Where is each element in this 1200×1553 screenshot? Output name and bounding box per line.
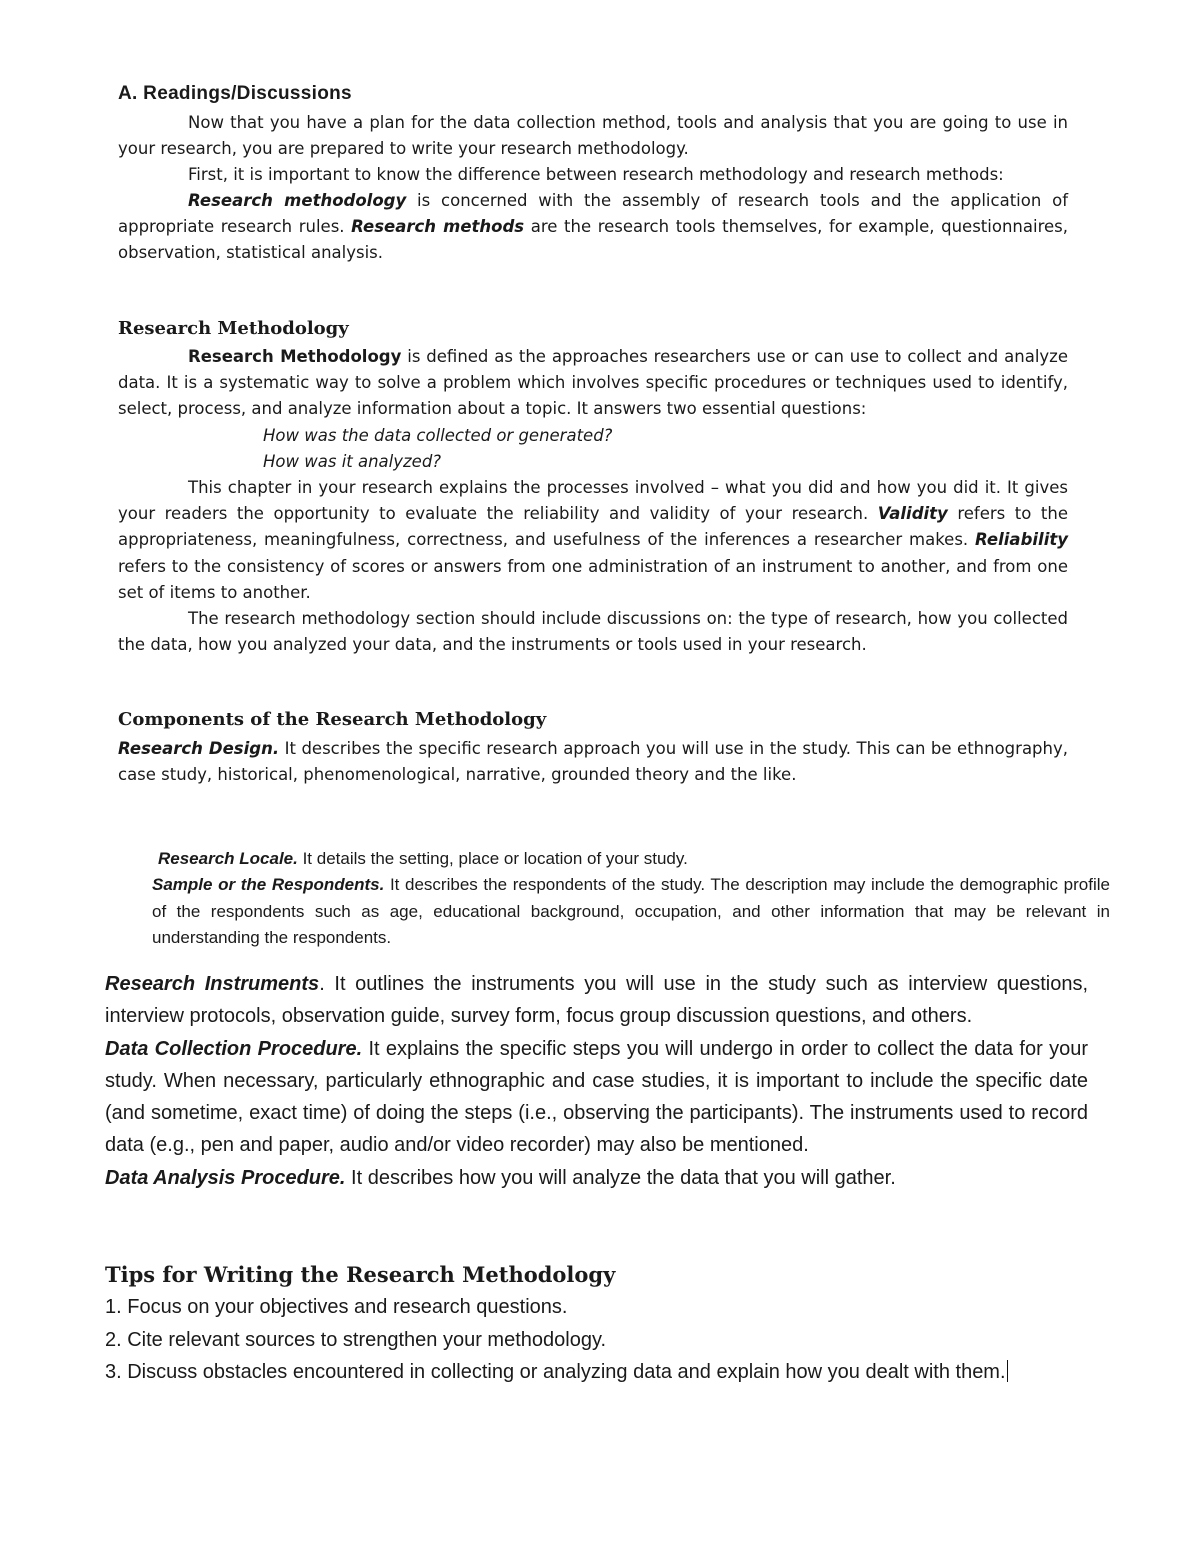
components-heading: Components of the Research Methodology	[118, 709, 547, 730]
rm-paragraph-3: The research methodology section should include discussions on: the type of research, how you collected the data, how you analyzed your data, and the instruments or tools used in your research.	[118, 609, 1068, 655]
components-body	[118, 736, 1068, 788]
text-cursor	[1007, 1360, 1009, 1382]
research-methodology-heading: Research Methodology	[118, 318, 349, 339]
research-design-paragraph	[118, 736, 1068, 788]
definition-text: are the research tools themselves, for example, questionnaires, observation, statistical analysis.	[118, 217, 1068, 262]
definition-text: is concerned with the assembly of research tools and the application of appropriate research rules.	[118, 191, 1068, 236]
term-research-design: Research Design.	[118, 739, 280, 758]
term-research-instruments: Research Instruments	[105, 973, 320, 995]
sample-text: It describes the respondents of the study. The description may include the demographic profile of the respondents such as age, educational background, occupation, and other information that may be relevant in understanding the respondents.	[152, 875, 1110, 947]
section-a-paragraph-3	[118, 188, 1068, 266]
research-design-text: It describes the specific research approach you will use in the study. This can be ethnography, case study, historical, phenomenological, narrative, grounded theory and the like.	[118, 739, 1068, 784]
collection-text: It explains the specific steps you will undergo in order to collect the data for your study. When necessary, particularly ethnographic and case studies, it is important to include the specific date (and sometime, exact time) of doing the steps (i.e., observing the participants). The instruments used to record data (e.g., pen and paper, audio and/or video recorder) may also be mentioned.	[105, 1037, 1088, 1157]
section-a-paragraph-2: First, it is important to know the difference between research methodology and research methods:	[188, 165, 1004, 184]
instruments-block	[105, 968, 1088, 1194]
research-locale-text: It details the setting, place or location of your study.	[297, 849, 688, 868]
section-a-paragraph-1: Now that you have a plan for the data collection method, tools and analysis that you are going to use in your research, you are prepared to write your research methodology.	[118, 113, 1068, 158]
term-sample-respondents: Sample or the Respondents.	[152, 875, 385, 894]
section-a-heading: A. Readings/Discussions	[118, 83, 352, 104]
term-research-methods: Research methods	[351, 217, 525, 236]
research-locale-block	[158, 846, 1108, 873]
reliability-text: refers to the consistency of scores or answers from one administration of an instrument to another, and from one set of items to another.	[118, 556, 1068, 602]
validity-text: refers to the appropriateness, meaningfulness, correctness, and usefulness of the inferences a researcher makes.	[118, 504, 1068, 550]
term-research-methodology: Research methodology	[188, 191, 407, 210]
term-validity: Validity	[877, 504, 948, 524]
question-1: How was the data collected or generated?	[263, 425, 613, 445]
term-research-methodology-bold: Research Methodology	[188, 347, 402, 366]
rm-paragraph-2-text: This chapter in your research explains the processes involved – what you did and how you did it. It gives your readers the opportunity to evaluate the reliability and validity of your research.	[118, 478, 1068, 524]
instruments-paragraph	[105, 968, 1088, 1033]
question-2: How was it analyzed?	[263, 451, 442, 471]
sample-block	[152, 872, 1110, 952]
sample-paragraph	[152, 872, 1110, 952]
tips-heading: Tips for Writing the Research Methodology	[105, 1262, 616, 1287]
term-data-analysis: Data Analysis Procedure.	[105, 1166, 346, 1189]
research-methodology-body	[118, 344, 1068, 658]
tips-list	[105, 1291, 1105, 1389]
tip-item	[105, 1356, 1105, 1389]
tip-item: 1. Focus on your objectives and research questions.	[105, 1296, 568, 1318]
rm-paragraph-1-text: is defined as the approaches researchers use or can use to collect and analyze data. It is a systematic way to solve a problem which involves specific procedures or techniques used to identify, select, process, and analyze information about a topic. It answers two essential questions:	[118, 347, 1068, 419]
collection-paragraph	[105, 1033, 1088, 1162]
section-a-body	[118, 110, 1068, 266]
instruments-text: . It outlines the instruments you will use in the study such as interview questions, interview protocols, observation guide, survey form, focus group discussion questions, and others.	[105, 973, 1089, 1028]
tip-item: 2. Cite relevant sources to strengthen your methodology.	[105, 1328, 607, 1351]
term-reliability: Reliability	[975, 530, 1068, 550]
tip-item-text: 3. Discuss obstacles encountered in collecting or analyzing data and explain how you dealt with them.	[105, 1361, 1006, 1383]
research-locale-paragraph	[158, 846, 1108, 873]
term-research-locale: Research Locale.	[158, 849, 298, 868]
rm-paragraph-1	[118, 344, 1068, 423]
analysis-text: It describes how you will analyze the data that you will gather.	[345, 1166, 896, 1189]
rm-paragraph-2	[118, 475, 1068, 606]
analysis-paragraph	[105, 1162, 1088, 1194]
term-data-collection: Data Collection Procedure.	[105, 1037, 363, 1060]
